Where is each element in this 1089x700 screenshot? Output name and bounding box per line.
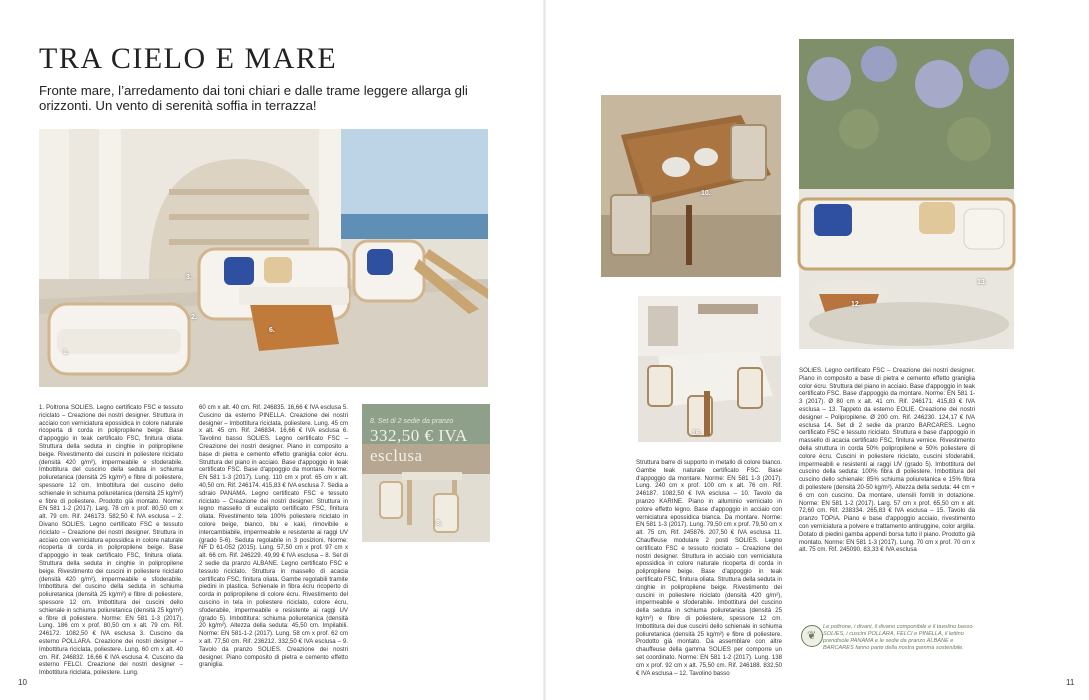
- callout-12: 12.: [851, 301, 861, 308]
- sustainability-note: Le poltrone, i divani, il divano componibile e il tavolino basso SOLIES, i cuscini POLLARA, FELCI e PINELLA, il lettino prendisole PANAMA e le sedie da pranzo ALBANE e BARCARES fanno parte della nostra gamma sostenibile.: [823, 624, 973, 651]
- description-column-3: Struttura barre di supporto in metallo di colore bianco. Gambe teak naturale certificato FSC. Base d'appoggio da montare. Norme: EN 581 1-3 (2017). Lung. 240 cm x prof. 100 cm x alt. 76 cm. Rif. 246187. 1082,50 € IVA esclusa – 10. Tavolo da pranzo KARINE. Piano in alluminio verniciato in colore effetto legno. Base d'appoggio in acciaio con verniciatura epossidica bianca. Da montare. Norme: EN 581 1-3 (2017). Lung. 79,50 cm x prof. 79,50 cm x alt. 75 cm. Rif. 245876. 207,50 € IVA esclusa 11. Chauffeuse modulare 2 posti SOLIES. Legno certificato FSC e tessuto riciclato – Creazione dei nostri designer. Struttura in acciaio con verniciatura epossidica in colore naturale ricoperta di corda in polipropilene beige. Base d'appoggio in teak certificato FSC, finitura oliata. Struttura della seduta in cinghie in polipropilene beige. Rivestimento dei cuscini in poliestere riciclato (densità 420 g/m²), impermeabile e sfoderabile. Imbottitura del cuscino della seduta in schiuma poliuretanica (densità 25 kg/m²) e fibre di poliestere, spessore 12 cm. Imbottitura dei due cuscini dello schienale in schiuma poliuretanica (densità 25 kg/m²) e fibre di poliestere. Prodotto già montato. Da assemblare con altre chauffeuse della gamma SOLIES per comporre un set coordinato. Norme: EN 581 1-2 (2017). Lung. 138 cm x prof. 92 cm x alt. 75,50 cm. Rif. 246188. 832,50 € IVA esclusa – 12. Tavolino basso: [636, 459, 782, 677]
- page-gutter: [543, 0, 546, 700]
- callout-13: 13.: [977, 279, 987, 286]
- description-column-1: 1. Poltrona SOLIES. Legno certificato FSC e tessuto riciclato – Creazione dei nostri designer. Struttura in acciaio con verniciatura epossidica in colore naturale ricoperta di corda in polipropilene beige. Base d'appoggio in teak certificato FSC, finitura oliata. Struttura della seduta in cinghie in polipropilene beige. Rivestimento dei cuscini in poliestere riciclato (densità 420 g/m²), impermeabile e sfoderabile. Imbottitura del cuscino della seduta in schiuma poliuretanica (densità 25 kg/m²) e fibre di poliestere, spessore 12 cm. Imbottitura del cuscino dello schienale in schiuma poliuretanica (densità 25 kg/m²) e fibre di poliestere. Prodotto già montato. Norme: EN 581 1-2 (2017). Larg. 78 cm x prof. 80,50 cm x alt. 79 cm. Rif. 246173. 582,50 € IVA esclusa – 2. Divano SOLIES. Legno certificato FSC e tessuto riciclato – Creazione dei nostri designer. Struttura in acciaio con verniciatura epossidica in colore naturale ricoperta di corda in polipropilene beige. Base d'appoggio in teak certificato FSC, finitura oliata. Struttura della seduta in cinghie in polipropilene beige. Rivestimento dei cuscini in poliestere riciclato (densità 420 g/m²), impermeabile e sfoderabile. Imbottitura del cuscino della seduta in schiuma poliuretanica (densità 25 kg/m²) e fibre di poliestere, spessore 12 cm. Imbottitura dei cuscini dello schienale in schiuma poliuretanica (densità 25 kg/m²) e fibre di poliestere. Norme: EN 581 1-3 (2017). Lung. 186 cm x prof. 80,50 cm x alt. 79 cm. Rif. 246172. 1082,50 € IVA esclusa 3. Cuscino da esterno POLLARA. Creazione dei nostri designer – Imbottitura riciclata, poliestere. Lung. 60 cm x alt. 40 cm. Rif. 246832. 16,66 € IVA esclusa 4. Cuscino da esterno FELCI. Creazione dei nostri designer – Imbottitura riciclata, poliestere. Lung.: [39, 404, 183, 677]
- description-column-4: SOLIES. Legno certificato FSC – Creazione dei nostri designer. Piano in composito a base di pietra e cemento effetto graniglia color écru. Struttura del piano in acciaio. Base d'appoggio in teak certificato FSC. Base d'appoggio da montare. Norme: EN 581 1-3 (2017). Ø 80 cm x alt. 41 cm. Rif. 246171. 415,83 € IVA esclusa – 13. Tappeto da esterno EOLIE. Creazione dei nostri designer – Polipropilene. Ø 200 cm. Rif. 246230. 124,17 € IVA esclusa 14. Set di 2 sedie da pranzo BARCARES. Legno certificato FSC e tessuto riciclato. Struttura e base d'appoggio in massello di acacia certificato FSC, finitura vernice. Rivestimento della struttura in corda 50% polipropilene e 50% poliestere di colore écru. Cuscini in poliestere riciclato, cuscini sfoderabili, impermeabili e resistenti ai raggi UV (grado 5). Imbottitura del cuscino della seduta: 100% fibra di poliestere. Imbottitura del cuscino dello schienale: 85% schiuma poliuretanica e 15% fibra di poliestere (densità 20-50 kg/m²). Altezza della seduta: 44 cm + 6 cm con cuscino. Da montare, utensili forniti in dotazione. Norme: EN 581 1-2 (2017). Larg. 57 cm x prof. 65,50 cm x alt. 72,60 cm. Rif. 238334. 265,83 € IVA esclusa – 15. Tavolo da pranzo TOPIA. Piano e base d'appoggio acciaio, rivestimento con verniciatura a polvere e trattamento antiruggine, color argilla. Dotato di piedini gamba appendi borsa tutto il piano. Prodotto già montato. Norme: EN 581 1-3 (2017). Lung. 70 cm x prof. 70 cm x alt. 75 cm. Rif. 245090. 83,33 € IVA esclusa: [799, 367, 975, 554]
- page-number-left: 10: [18, 678, 27, 687]
- dining-photo-small: [601, 95, 781, 277]
- callout-10: 10.: [701, 190, 711, 197]
- page-title: TRA CIELO E MARE: [39, 42, 338, 75]
- callout-8: 8.: [436, 520, 442, 527]
- sofa-corner-photo: [799, 39, 1014, 349]
- promo-photo: [362, 404, 490, 542]
- terrace-photo: [39, 129, 488, 387]
- callout-16: 16.: [692, 430, 702, 437]
- promo-price: 332,50 € IVA esclusa: [370, 426, 467, 465]
- callout-2: 2.: [191, 314, 197, 321]
- sustainable-leaf-icon: ❦: [801, 625, 823, 647]
- callout-3: 3.: [186, 274, 192, 281]
- page-number-right: 11: [1066, 678, 1075, 687]
- callout-6: 6.: [269, 327, 275, 334]
- callout-1: 1.: [63, 349, 69, 356]
- promo-text: 8. Set di 2 sedie da pranzo: [370, 418, 454, 425]
- dining-table-photo: [638, 296, 781, 442]
- page-subtitle: Fronte mare, l’arredamento dai toni chiari e dalle trame leggere allarga gli orizzonti. Un vento di serenità soffia in terrazza!: [39, 83, 468, 113]
- description-column-2: 60 cm x alt. 40 cm. Rif. 246835. 16,66 € IVA esclusa 5. Cuscino da esterno PINELLA. Creazione dei nostri designer – Imbottitura riciclata, poliestere. Lung. 45 cm x alt. 45 cm. Rif. 246834. 16,66 € IVA esclusa 6. Tavolino basso SOLIES. Legno certificato FSC – Creazione dei nostri designer. Piano in composito a base di pietra e cemento effetto graniglia color écru. Struttura del piano in acciaio. Base d'appoggio in teak certificato FSC. Base d'appoggio da montare. Norme: EN 581 1-3 (2017). Lung. 110 cm x prof. 65 cm x alt. 40,50 cm. Rif. 246174. 415,83 € IVA esclusa 7. Sedia a sdraio PANAMA. Legno certificato FSC e tessuto riciclato – Creazione dei nostri designer. Struttura in legno massello di eucalipto certificato FSC, finitura oliata. Rivestimento tela 100% poliestere riciclato in colore beige, bianco, blu e kaki, rimovibile e intercambiabile, impermeabile e resistente ai raggi UV (grado 5-6). Seduta regolabile in 3 posizioni. Norme: NF D 61-052 (2015). Lung. 57,50 cm x prof. 97 cm x alt. 66 cm. Rif. 246229. 49,99 € IVA esclusa – 8. Set di 2 sedie da pranzo ALBANE. Legno certificato FSC e tessuto riciclato. Struttura in massello di acacia certificato FSC, finitura oliata. Gambe regolabili tramite piedini in plastica. Schienale in fibra écru ricoperto di corda in polipropilene di colore écru. Rivestimento del cuscino in tela in poliestere riciclato, colore écru, sfoderabile, impermeabile e resistente ai raggi UV (grado 5). Imbottitura: schiuma poliuretanica (densità 20 kg/m²). Altezza della seduta: 45,50 cm. Impilabili. Norme: EN 581-1-2 (2017). Lung. 58 cm x prof. 62 cm x alt. 77,50 cm. Rif. 236212. 332,50 € IVA esclusa – 9. Tavolo da pranzo SOLIES. Creazione dei nostri designer. Piano composito di pietra e cemento effetto graniglia.: [199, 404, 348, 669]
